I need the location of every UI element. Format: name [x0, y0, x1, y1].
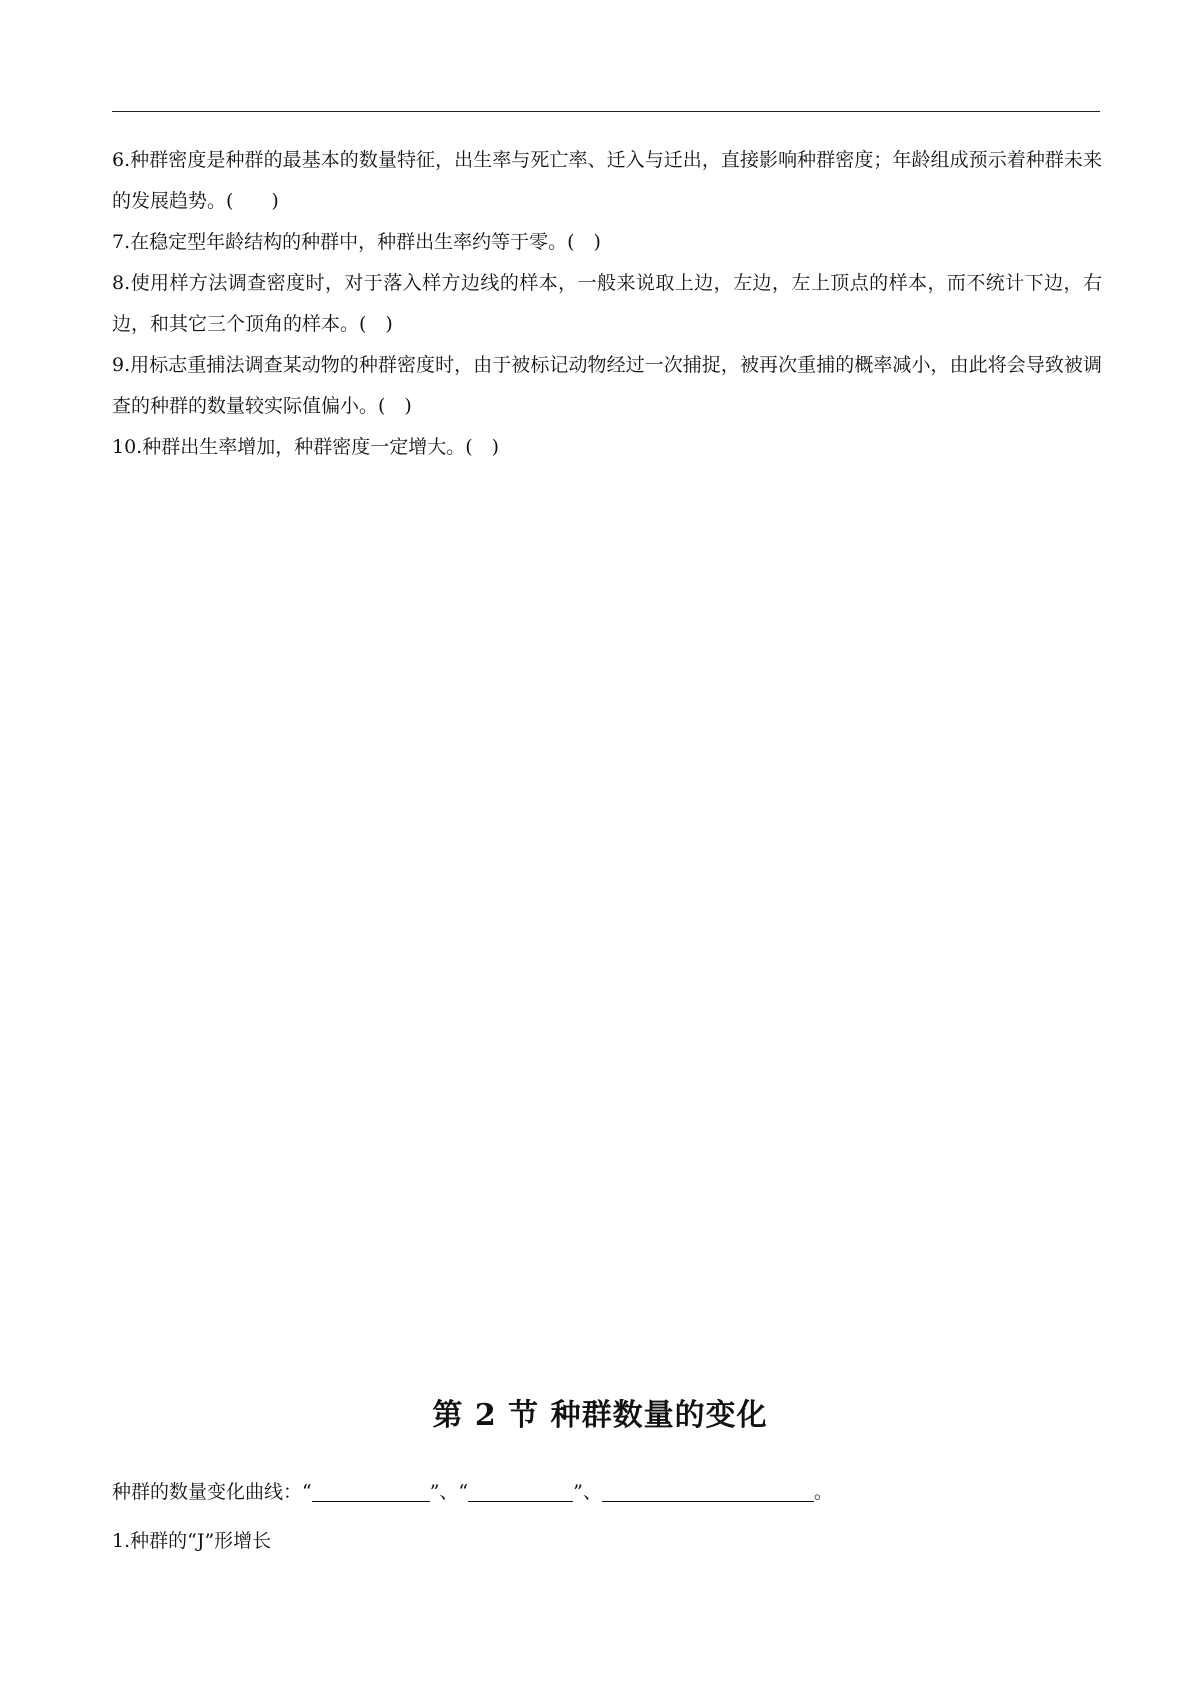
question-8: 8.使用样方法调查密度时，对于落入样方边线的样本，一般来说取上边，左边，左上顶点的样本，而不统计下边，右边，和其它三个顶角的样本。( )	[112, 272, 1102, 335]
question-10: 10.种群出生率增加，种群密度一定增大。( )	[112, 436, 500, 458]
subheading-j-growth: 1.种群的“J”形增长	[112, 1530, 272, 1552]
blank-2[interactable]	[468, 1479, 573, 1502]
question-list	[112, 140, 1102, 468]
curve-prefix: 种群的数量变化曲线：“	[112, 1481, 312, 1503]
question-9: 9.用标志重捕法调查某动物的种群密度时，由于被标记动物经过一次捕捉，被再次重捕的概率减小，由此将会导致被调查的种群的数量较实际值偏小。( )	[112, 354, 1102, 417]
section-title: 第 2 节 种群数量的变化	[432, 1398, 768, 1433]
curve-suffix: 。	[813, 1481, 833, 1503]
blank-1[interactable]	[312, 1479, 430, 1502]
curve-sep-1: ”、“	[429, 1481, 469, 1503]
curve-sep-2: ”、	[573, 1481, 602, 1503]
blank-3[interactable]	[602, 1479, 814, 1502]
question-7: 7.在稳定型年龄结构的种群中，种群出生率约等于零。( )	[112, 231, 601, 253]
fill-in-curve-types	[112, 1472, 833, 1513]
question-6: 6.种群密度是种群的最基本的数量特征，出生率与死亡率、迁入与迁出，直接影响种群密度；年龄组成预示着种群未来的发展趋势。( )	[112, 149, 1102, 212]
header-rule	[112, 111, 1100, 112]
